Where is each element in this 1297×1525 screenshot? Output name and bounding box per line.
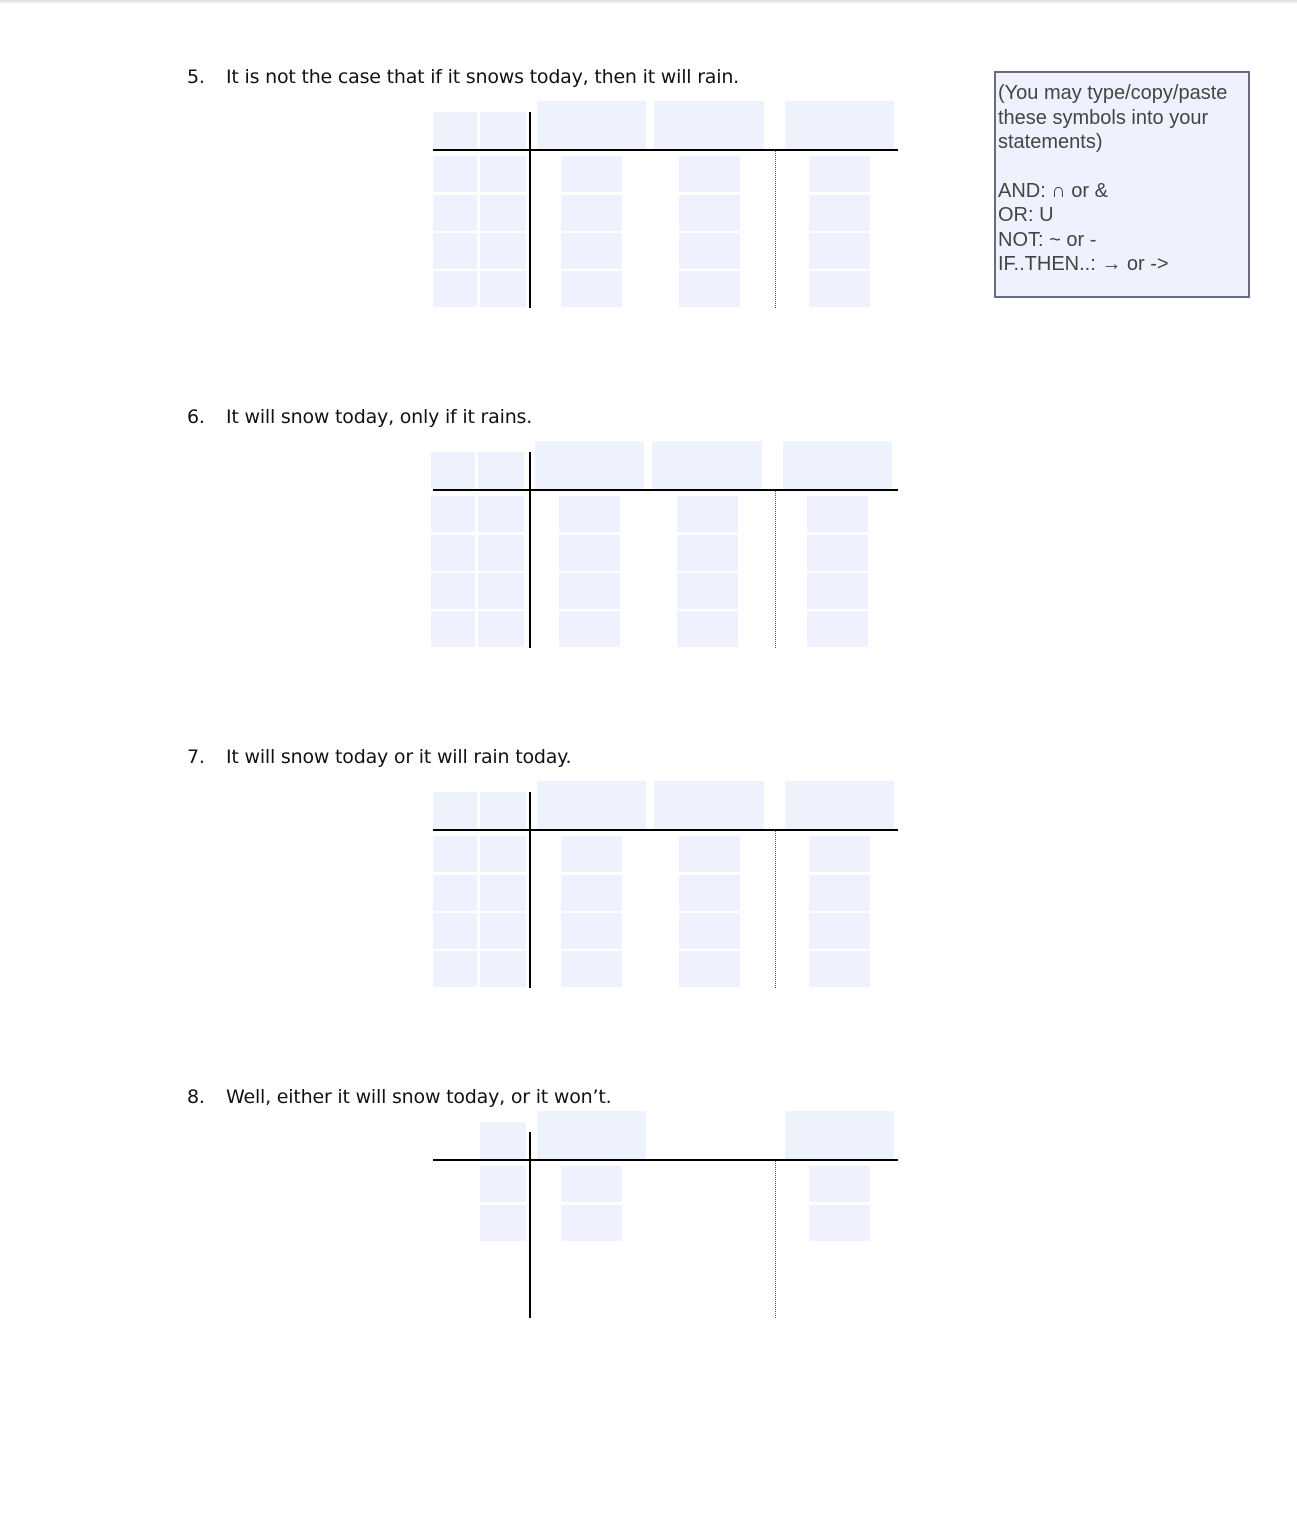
column-divider (529, 792, 531, 988)
cell-col3-4[interactable] (809, 951, 870, 987)
header-rule (433, 1159, 898, 1161)
cell-col1-1[interactable] (559, 496, 620, 532)
cell-col3-3[interactable] (809, 233, 870, 269)
truth-table-6 (428, 441, 898, 651)
cell-col2-3[interactable] (677, 573, 738, 609)
header-field-col2[interactable] (654, 781, 764, 829)
cell-p-1[interactable] (433, 156, 477, 192)
column-divider (529, 1132, 531, 1318)
cell-col2-4[interactable] (677, 611, 738, 647)
cell-col1-2[interactable] (561, 875, 622, 911)
cell-col1-3[interactable] (559, 573, 620, 609)
question-number: 5. (187, 66, 205, 88)
cell-col3-1[interactable] (809, 1166, 870, 1202)
header-field-p[interactable] (480, 1122, 526, 1159)
header-rule (433, 149, 898, 151)
cell-col2-1[interactable] (679, 836, 740, 872)
cell-p-1[interactable] (433, 836, 477, 872)
question-text: Well, either it will snow today, or it won’t. (226, 1086, 612, 1108)
truth-table-8 (430, 1111, 900, 1321)
header-field-col2[interactable] (652, 441, 762, 489)
question-number: 8. (187, 1086, 205, 1108)
header-field-q[interactable] (478, 452, 524, 489)
cell-q-3[interactable] (480, 233, 526, 269)
cell-col2-2[interactable] (679, 195, 740, 231)
header-field-col3[interactable] (785, 1111, 894, 1159)
header-field-p[interactable] (431, 452, 475, 489)
cell-col3-4[interactable] (809, 271, 870, 307)
symbol-intro-line: (You may type/copy/paste (998, 82, 1228, 104)
cell-col1-2[interactable] (559, 535, 620, 571)
cell-col1-3[interactable] (561, 913, 622, 949)
header-field-col1[interactable] (535, 441, 644, 489)
symbol-intro-line: statements) (998, 131, 1103, 153)
cell-q-2[interactable] (478, 535, 524, 571)
cell-col3-4[interactable] (807, 611, 868, 647)
cell-col1-4[interactable] (559, 611, 620, 647)
cell-p-1[interactable] (431, 496, 475, 532)
cell-col3-1[interactable] (809, 156, 870, 192)
cell-col2-3[interactable] (679, 913, 740, 949)
symbol-or: OR: U (998, 204, 1054, 226)
cell-col3-3[interactable] (807, 573, 868, 609)
cell-col2-2[interactable] (677, 535, 738, 571)
symbol-not: NOT: ~ or - (998, 228, 1097, 251)
cell-q-3[interactable] (480, 913, 526, 949)
cell-q-2[interactable] (480, 195, 526, 231)
header-field-p[interactable] (433, 792, 477, 829)
header-field-col2[interactable] (654, 101, 764, 149)
cell-col1-2[interactable] (561, 1205, 622, 1241)
question-number: 6. (187, 406, 205, 428)
cell-p-2[interactable] (433, 195, 477, 231)
header-field-q[interactable] (480, 792, 526, 829)
cell-col3-1[interactable] (809, 836, 870, 872)
header-field-col3[interactable] (785, 101, 894, 149)
cell-col2-4[interactable] (679, 271, 740, 307)
question-text: It will snow today, only if it rains. (226, 406, 533, 428)
symbol-if-then: IF..THEN..: → or -> (998, 253, 1169, 275)
cell-p-2[interactable] (480, 1205, 526, 1241)
cell-col1-4[interactable] (561, 271, 622, 307)
header-field-p[interactable] (433, 112, 477, 149)
result-divider (775, 831, 776, 988)
cell-col1-4[interactable] (561, 951, 622, 987)
cell-p-4[interactable] (431, 611, 475, 647)
symbol-and: AND: ∩ or & (998, 179, 1108, 202)
cell-col2-1[interactable] (679, 156, 740, 192)
question-text: It is not the case that if it snows today, then it will rain. (226, 66, 740, 88)
cell-q-4[interactable] (480, 271, 526, 307)
symbol-reference-box (994, 71, 1250, 298)
cell-col2-3[interactable] (679, 233, 740, 269)
cell-p-2[interactable] (433, 875, 477, 911)
header-rule (433, 489, 898, 491)
cell-col3-1[interactable] (807, 496, 868, 532)
header-field-col1[interactable] (537, 781, 646, 829)
cell-q-1[interactable] (480, 156, 526, 192)
header-rule (433, 829, 898, 831)
cell-col3-2[interactable] (809, 195, 870, 231)
cell-q-1[interactable] (480, 836, 526, 872)
cell-col1-1[interactable] (561, 836, 622, 872)
cell-col2-1[interactable] (677, 496, 738, 532)
cell-col2-2[interactable] (679, 875, 740, 911)
result-divider (775, 491, 776, 648)
cell-q-2[interactable] (480, 875, 526, 911)
header-field-q[interactable] (480, 112, 526, 149)
symbol-intro-line: these symbols into your (998, 106, 1209, 129)
truth-table-7 (430, 781, 900, 991)
header-field-col3[interactable] (785, 781, 894, 829)
page-top-border (0, 0, 1297, 4)
cell-p-4[interactable] (433, 271, 477, 307)
header-field-col3[interactable] (783, 441, 892, 489)
cell-col2-4[interactable] (679, 951, 740, 987)
cell-col1-3[interactable] (561, 233, 622, 269)
cell-q-1[interactable] (478, 496, 524, 532)
header-field-col1[interactable] (537, 101, 646, 149)
cell-p-1[interactable] (480, 1166, 526, 1202)
cell-col3-2[interactable] (809, 875, 870, 911)
cell-col3-2[interactable] (809, 1205, 870, 1241)
cell-p-3[interactable] (431, 573, 475, 609)
question-text: It will snow today or it will rain today. (226, 746, 572, 768)
cell-p-3[interactable] (433, 913, 477, 949)
cell-col3-3[interactable] (809, 913, 870, 949)
cell-p-4[interactable] (433, 951, 477, 987)
cell-q-4[interactable] (480, 951, 526, 987)
result-divider (775, 151, 776, 308)
cell-p-2[interactable] (431, 535, 475, 571)
column-divider (529, 452, 531, 648)
question-number: 7. (187, 746, 205, 768)
cell-col1-2[interactable] (561, 195, 622, 231)
cell-q-3[interactable] (478, 573, 524, 609)
truth-table-5 (430, 101, 900, 311)
cell-col1-1[interactable] (561, 156, 622, 192)
cell-col1-1[interactable] (561, 1166, 622, 1202)
column-divider (529, 112, 531, 308)
header-field-col1[interactable] (537, 1111, 646, 1159)
cell-p-3[interactable] (433, 233, 477, 269)
result-divider (775, 1161, 776, 1318)
cell-col3-2[interactable] (807, 535, 868, 571)
cell-q-4[interactable] (478, 611, 524, 647)
